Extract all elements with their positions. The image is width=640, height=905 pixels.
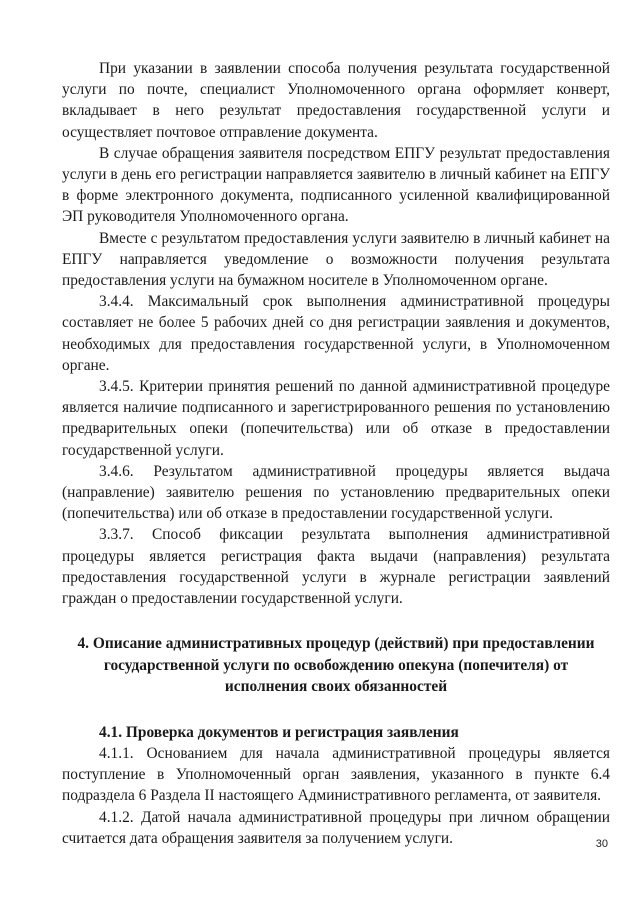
page-number: 30	[595, 838, 608, 850]
paragraph-epgu-result: В случае обращения заявителя посредством ЕПГУ результат предоставления услуги в день его регистрации направляется заявителю в личный кабинет на ЕПГУ в форме электронного документа, подписанного усиленной квалифицированной ЭП руководителя Уполномоченного органа.	[62, 144, 610, 226]
paragraph-3-4-5: 3.4.5. Критерии принятия решений по данной административной процедуре является наличие подписанного и зарегистрированного решения по установлению предварительных опеки (попечительства) или об отказе в предоставлении государственной услуги.	[62, 378, 610, 459]
paragraph-epgu-notification: Вместе с результатом предоставления услуги заявителю в личный кабинет на ЕПГУ направляется уведомление о возможности получения результата предоставления услуги на бумажном носителе в Уполномоченном органе.	[62, 229, 610, 290]
paragraph-4-1-1: 4.1.1. Основанием для начала административной процедуры является поступление в Уполномоченный орган заявления, указанного в пункте 6.4 подраздела 6 Раздела II настоящего Административного регламента, от заявителя.	[62, 744, 610, 805]
paragraph-3-3-7: 3.3.7. Способ фиксации результата выполнения административной процедуры является регистрация факта выдачи (направления) результата предоставления государственной услуги в журнале регистрации заявлений граждан о предоставлении государственной услуги.	[62, 526, 610, 608]
paragraph-mail-delivery: При указании в заявлении способа получения результата государственной услуги по почте, специалист Уполномоченного органа оформляет конверт, вкладывает в него результат предоставления государственной услуги и осуществляет почтовое отправление документа.	[62, 60, 610, 141]
section-heading: 4. Описание административных процедур (действий) при предоставлении государственной услуги по освобождению опекуна (попечителя) от исполнения своих обязанностей	[77, 635, 595, 696]
subheading: 4.1. Проверка документов и регистрация заявления	[99, 723, 459, 741]
paragraph-4-1-2: 4.1.2. Датой начала административной процедуры при личном обращении считается дата обращения заявителя за получением услуги.	[62, 808, 610, 847]
page-content	[62, 58, 610, 849]
paragraph-3-4-6: 3.4.6. Результатом административной процедуры является выдача (направление) заявителю решения по установлению предварительных опеки (попечительства) или об отказе в предоставлении государственной услуги.	[62, 462, 610, 523]
paragraph-3-4-4: 3.4.4. Максимальный срок выполнения административной процедуры составляет не более 5 рабочих дней со дня регистрации заявления и документов, необходимых для предоставления государственной услуги, в Уполномоченном органе.	[62, 293, 610, 374]
